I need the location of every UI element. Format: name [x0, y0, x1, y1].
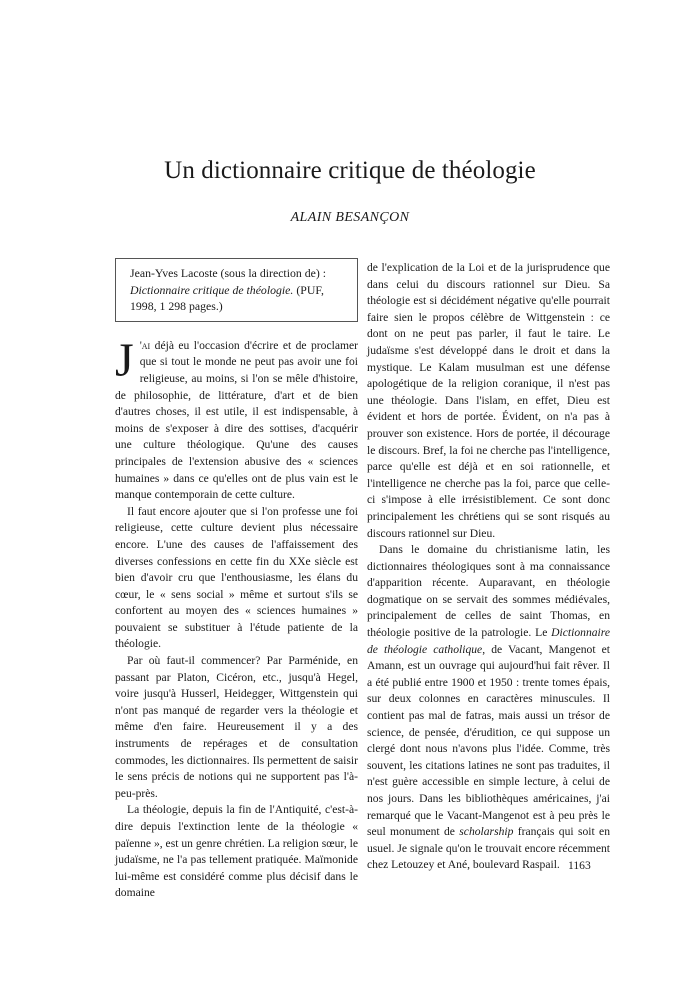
emphasis-word: scholarship — [459, 825, 514, 839]
paragraph-text: , de Vacant, Mangenot et Amann, est un ouvrage qui aujourd'hui fait rêver. Il a été publié entre 1900 et 1950 : trente tomes épais, sur deux colonnes en caractères minuscules. Il contient pas mal de fatras, mais aussi un trésor de science, de pensée, d'érudition, ce qui suppose un clergé dont nous n'avons plus l'idée. Comme, très souvent, les citations latines ne sont pas traduites, il n'est guère accessible en simple lecture, à celui de nos jours. Dans les bibliothèques américaines, j'ai remarqué que le Vacant-Mangenot est à peu près le seul monument de — [367, 642, 610, 839]
page-number: 1163 — [568, 859, 591, 872]
paragraph-text: français qui soit en usuel. Je signale qu'on le trouvait encore récemment chez Letouzey et Ané, boulevard Raspail. — [367, 825, 611, 872]
left-column — [115, 258, 358, 902]
paragraph: de l'explication de la Loi et de la jurisprudence que dans celui du discours rationnel sur Dieu. Sa théologie est si décidément négative qu'elle pourrait faire sien le propos célèbre de Wittgenstein : ce dont on ne peut pas parler, il faut le taire. Le judaïsme s'est développé dans le droit et dans la mystique. Le Kalam musulman est une défense apologétique de la religion coranique, il n'est pas une théologie. Dans l'islam, en effet, Dieu est évident et hors de portée. Évident, on n'a pas à prouver son existence. Hors de portée, il décourage le discours. Bref, la foi ne cherche pas l'intelligence, parce qu'elle est déjà et en soi rationnelle, et l'intelligence ne cherche pas la foi, parce que celle-ci s'impose à elle irrésistiblement. Ce sont donc principalement les chrétiens qui se sont risqués au discours rationnel sur Dieu. — [367, 261, 610, 540]
paragraph-text: déjà eu l'occasion d'écrire et de proclamer que si tout le monde ne peut pas avoir une foi religieuse, au moins, si l'on se mêle d'histoire, de philosophie, de littérature, d'art et de bien d'autres choses, il est utile, il est indispensable, à moins de s'exposer à dire des sottises, d'acquérir une culture théologique. Qu'une des causes principales de l'extension abusive des « sciences humaines » dans ce qu'elles ont de plus vain est le manque contemporain de cette culture. — [115, 338, 358, 502]
reference-editor: Jean-Yves Lacoste (sous la direction de) : — [130, 266, 327, 280]
dictionary-title: Dictionnaire de théologie catholique — [367, 626, 610, 656]
paragraph: Il faut encore ajouter que si l'on professe une foi religieuse, cette culture devient plus nécessaire encore. L'une des causes de l'affaissement des diverses confessions en cette fin du XXe siècle est bien d'avoir cru que l'enthousiasme, les élans du cœur, le « sens social » même et surtout s'ils se confortent au moyen des « sciences humaines » pouvaient se substituer à l'étude patiente de la théologie. — [115, 504, 358, 651]
paragraph: La théologie, depuis la fin de l'Antiquité, c'est-à-dire depuis l'extinction lente de la théologie « païenne », est un genre chrétien. La religion sœur, le judaïsme, ne l'a pas tellement pratiquée. Maïmonide lui-même est considéré comme plus décisif dans le domaine — [115, 803, 358, 900]
drop-cap-lead: 'ai — [139, 338, 151, 352]
article-author: ALAIN BESANÇON — [290, 210, 410, 225]
reference-publication: (PUF, 1998, 1 298 pages.) — [130, 282, 324, 314]
paragraph — [367, 542, 610, 874]
paragraph — [115, 333, 358, 504]
right-column — [367, 260, 610, 874]
drop-cap: J — [115, 333, 134, 387]
article-title: Un dictionnaire critique de théologie — [164, 157, 536, 184]
paragraph: Par où faut-il commencer? Par Parménide, en passant par Platon, Cicéron, etc., jusqu'à Hegel, voire jusqu'à Husserl, Heidegger, Wittgenstein qui n'ont pas manqué de regarder vers la théologie et même d'en faire. Heureusement il y a des instruments de repérages et de consultation commodes, les dictionnaires. Ils permettent de saisir le sens précis de notions qui ne supportent pas l'à-peu-près. — [115, 654, 358, 800]
paragraph-text: Dans le domaine du christianisme latin, les dictionnaires théologiques sont à ma connaissance d'apparition récente. Auparavant, en théologie dogmatique on se servait des sommes médiévales, principalement de celles de saint Thomas, en théologie positive de la patrologie. Le — [367, 543, 610, 640]
book-reference-box — [115, 258, 358, 322]
reference-book-title: Dictionnaire critique de théologie. — [130, 282, 294, 297]
